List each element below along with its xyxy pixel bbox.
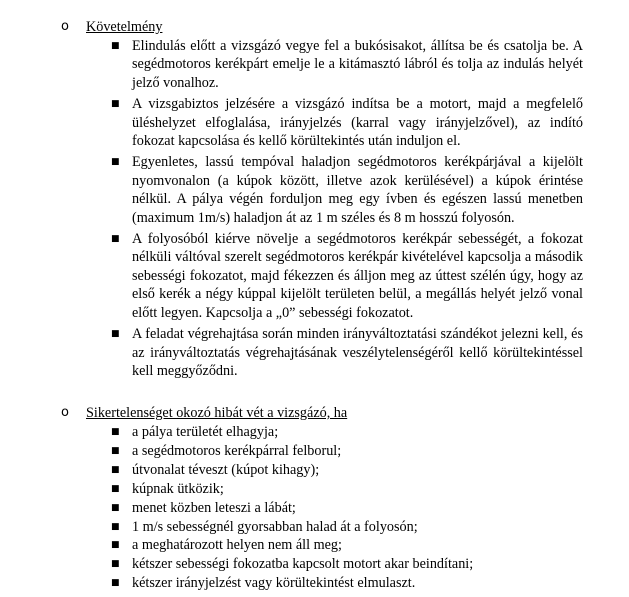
failure-conditions-list xyxy=(0,423,629,593)
list-item-text: a meghatározott helyen nem áll meg; xyxy=(132,537,342,554)
list-item-text: menet közben leteszi a lábát; xyxy=(132,499,296,516)
square-bullet-icon: ■ xyxy=(111,41,120,51)
square-bullet-icon: ■ xyxy=(111,578,120,589)
list-item-text: 1 m/s sebességnél gyorsabban halad át a folyosón; xyxy=(132,518,418,535)
section-heading-requirements: Követelmény xyxy=(86,19,163,35)
section-heading-row xyxy=(0,17,629,37)
list-item xyxy=(0,153,629,227)
list-item-text: útvonalat téveszt (kúpot kihagy); xyxy=(132,461,320,478)
section-marker: o xyxy=(61,405,69,420)
section-requirements xyxy=(0,17,629,383)
list-item xyxy=(0,499,629,518)
square-bullet-icon: ■ xyxy=(111,329,120,340)
list-item-text: Elindulás előtt a vizsgázó vegye fel a bukósisakot, állítsa be és csatolja be. A segédmotoros kerékpárt emelje le a kitámasztó lábról és tolja az indulás helyét jelző vonalhoz. xyxy=(132,38,583,91)
square-bullet-icon: ■ xyxy=(111,157,120,168)
list-item-text: kétszer sebességi fokozatba kapcsolt motort akar beindítani; xyxy=(132,556,474,573)
square-bullet-icon: ■ xyxy=(111,234,120,245)
list-item xyxy=(0,325,629,380)
section-marker: o xyxy=(61,19,69,34)
list-item xyxy=(0,461,629,480)
square-bullet-icon: ■ xyxy=(111,427,120,437)
list-item xyxy=(0,230,629,322)
list-item-text: kétszer irányjelzést vagy körültekintést elmulaszt. xyxy=(132,575,416,592)
list-item xyxy=(0,480,629,499)
square-bullet-icon: ■ xyxy=(111,464,120,475)
section-heading-failure: Sikertelenséget okozó hibát vét a vizsgázó, ha xyxy=(86,405,348,421)
requirements-list xyxy=(0,37,629,380)
square-bullet-icon: ■ xyxy=(111,559,120,570)
square-bullet-icon: ■ xyxy=(111,521,120,532)
square-bullet-icon: ■ xyxy=(111,502,120,513)
list-item-text: A folyosóból kiérve növelje a segédmotoros kerékpár sebességét, a fokozat nélküli váltóval szerelt segédmotoros kerékpár kivételével kapcsolja a második sebességi fokozatot, majd fékezzen és álljon meg az úttest szélén úgy, hogy az első kerék a négy kúppal kijelölt területen belül, a megállás helyét jelző vonal előtt legyen. Kapcsolja a „0” sebességi fokozatot. xyxy=(132,231,583,321)
list-item-text: A feladat végrehajtása során minden irányváltoztatási szándékot jelezni kell, és az irányváltoztatás végrehajtásának veszélytelenségéről kellő körültekintéssel kell meggyőződni. xyxy=(132,326,583,379)
list-item xyxy=(0,37,629,92)
list-item xyxy=(0,95,629,150)
section-heading-row xyxy=(0,403,629,423)
list-item-text: A vizsgabiztos jelzésére a vizsgázó indítsa be a motort, majd a megfelelő üléshelyzet elfoglalása, irányjelzés (karral vagy irányjelzővel), az indító fokozat kapcsolása és kellő körültekintés után induljon el. xyxy=(132,96,583,150)
list-item-text: Egyenletes, lassú tempóval haladjon segédmotoros kerékpárjával a kijelölt nyomvonalon (a kúpok között, illetve azok kerülésével) a kúpok érintése nélkül. A pálya végén forduljon meg egy ívben és egészen lassú menetben (maximum 1m/s) haladjon át az 1 m széles és 8 m hosszú folyosón. xyxy=(132,154,583,226)
square-bullet-icon: ■ xyxy=(111,445,120,456)
square-bullet-icon: ■ xyxy=(111,99,120,110)
list-item xyxy=(0,442,629,461)
section-failure-conditions xyxy=(0,403,629,593)
list-item xyxy=(0,536,629,555)
square-bullet-icon: ■ xyxy=(111,483,120,494)
list-item xyxy=(0,518,629,537)
list-item xyxy=(0,555,629,574)
list-item-text: kúpnak ütközik; xyxy=(132,480,224,497)
list-item xyxy=(0,423,629,442)
list-item-text: a pálya területét elhagyja; xyxy=(132,424,279,440)
square-bullet-icon: ■ xyxy=(111,540,120,551)
list-item-text: a segédmotoros kerékpárral felborul; xyxy=(132,442,342,459)
list-item xyxy=(0,574,629,593)
